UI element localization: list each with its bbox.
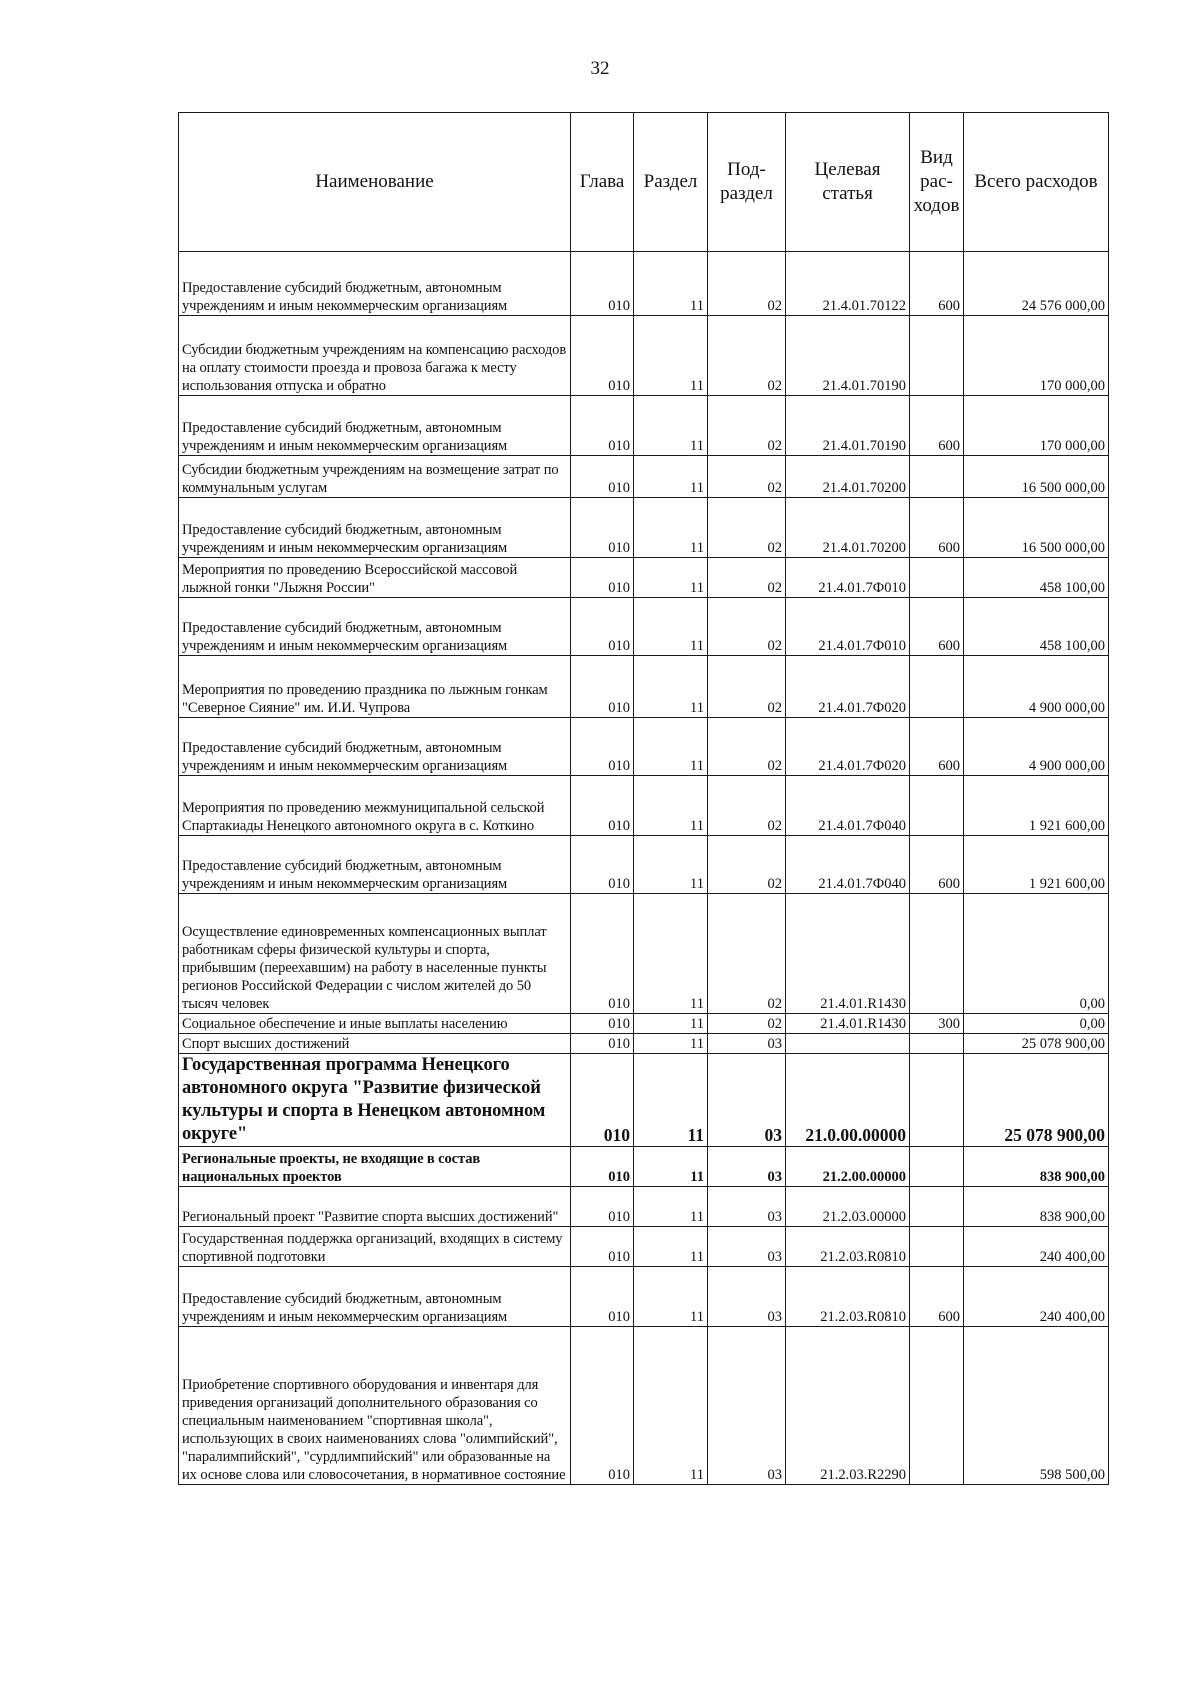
- row-razdel: 11: [634, 316, 708, 396]
- table-row: [179, 456, 1109, 498]
- row-podrazdel: 02: [708, 316, 786, 396]
- row-glava: 010: [571, 656, 634, 718]
- row-name: Региональный проект "Развитие спорта высших достижений": [179, 1187, 571, 1227]
- row-vid-raskhodov: [910, 894, 964, 1014]
- row-tselevaya-statya: 21.4.01.R1430: [786, 1014, 910, 1034]
- row-vid-raskhodov: [910, 656, 964, 718]
- row-glava: 010: [571, 836, 634, 894]
- row-name: Спорт высших достижений: [179, 1034, 571, 1054]
- row-vsego-raskhodov: 4 900 000,00: [964, 718, 1109, 776]
- row-podrazdel: 02: [708, 836, 786, 894]
- table-row: [179, 498, 1109, 558]
- row-razdel: 11: [634, 1227, 708, 1267]
- row-name: Предоставление субсидий бюджетным, автономным учреждениям и иным некоммерческим организациям: [179, 598, 571, 656]
- row-vid-raskhodov: [910, 1187, 964, 1227]
- row-name: Государственная поддержка организаций, входящих в систему спортивной подготовки: [179, 1227, 571, 1267]
- row-glava: 010: [571, 1014, 634, 1034]
- row-name: Субсидии бюджетным учреждениям на возмещение затрат по коммунальным услугам: [179, 456, 571, 498]
- budget-table: [178, 112, 1109, 1485]
- row-tselevaya-statya: 21.4.01.7Ф020: [786, 718, 910, 776]
- row-podrazdel: 02: [708, 894, 786, 1014]
- table-row: [179, 1014, 1109, 1034]
- row-razdel: 11: [634, 1267, 708, 1327]
- row-razdel: 11: [634, 456, 708, 498]
- table-row: [179, 252, 1109, 316]
- row-razdel: 11: [634, 718, 708, 776]
- row-glava: 010: [571, 558, 634, 598]
- row-vsego-raskhodov: 170 000,00: [964, 316, 1109, 396]
- row-podrazdel: 03: [708, 1147, 786, 1187]
- row-tselevaya-statya: 21.2.03.R2290: [786, 1327, 910, 1485]
- header-tselevaya-statya: Целевая статья: [786, 113, 910, 252]
- row-glava: 010: [571, 316, 634, 396]
- row-vid-raskhodov: 600: [910, 252, 964, 316]
- row-name: Предоставление субсидий бюджетным, автономным учреждениям и иным некоммерческим организациям: [179, 718, 571, 776]
- row-tselevaya-statya: 21.4.01.7Ф010: [786, 598, 910, 656]
- row-razdel: 11: [634, 598, 708, 656]
- row-glava: 010: [571, 1187, 634, 1227]
- row-glava: 010: [571, 1054, 634, 1147]
- header-name: Наименование: [179, 113, 571, 252]
- row-razdel: 11: [634, 1034, 708, 1054]
- row-podrazdel: 03: [708, 1054, 786, 1147]
- row-vid-raskhodov: 600: [910, 718, 964, 776]
- row-name: Предоставление субсидий бюджетным, автономным учреждениям и иным некоммерческим организациям: [179, 396, 571, 456]
- table-row: [179, 1034, 1109, 1054]
- row-vsego-raskhodov: 16 500 000,00: [964, 456, 1109, 498]
- row-razdel: 11: [634, 1014, 708, 1034]
- header-vsego-raskhodov: Всего расходов: [964, 113, 1109, 252]
- row-vid-raskhodov: [910, 1227, 964, 1267]
- row-vid-raskhodov: [910, 316, 964, 396]
- row-podrazdel: 02: [708, 776, 786, 836]
- row-vsego-raskhodov: 240 400,00: [964, 1227, 1109, 1267]
- table-row: [179, 598, 1109, 656]
- table-row: [179, 1227, 1109, 1267]
- row-podrazdel: 02: [708, 396, 786, 456]
- row-glava: 010: [571, 1034, 634, 1054]
- table-row: [179, 836, 1109, 894]
- row-tselevaya-statya: 21.4.01.7Ф010: [786, 558, 910, 598]
- row-name: Региональные проекты, не входящие в состав национальных проектов: [179, 1147, 571, 1187]
- row-name: Предоставление субсидий бюджетным, автономным учреждениям и иным некоммерческим организациям: [179, 1267, 571, 1327]
- row-razdel: 11: [634, 1054, 708, 1147]
- row-glava: 010: [571, 1327, 634, 1485]
- table-row: [179, 316, 1109, 396]
- table-row: [179, 1147, 1109, 1187]
- row-vid-raskhodov: [910, 776, 964, 836]
- row-vid-raskhodov: [910, 1147, 964, 1187]
- row-name: Предоставление субсидий бюджетным, автономным учреждениям и иным некоммерческим организациям: [179, 836, 571, 894]
- header-glava: Глава: [571, 113, 634, 252]
- row-razdel: 11: [634, 894, 708, 1014]
- header-vid-raskhodov: Вид рас- ходов: [910, 113, 964, 252]
- row-tselevaya-statya: 21.2.00.00000: [786, 1147, 910, 1187]
- row-podrazdel: 02: [708, 456, 786, 498]
- row-razdel: 11: [634, 1147, 708, 1187]
- table-row: [179, 776, 1109, 836]
- row-razdel: 11: [634, 836, 708, 894]
- row-razdel: 11: [634, 558, 708, 598]
- row-tselevaya-statya: 21.0.00.00000: [786, 1054, 910, 1147]
- row-vid-raskhodov: [910, 456, 964, 498]
- row-tselevaya-statya: 21.4.01.7Ф040: [786, 836, 910, 894]
- row-glava: 010: [571, 1267, 634, 1327]
- row-vsego-raskhodov: 458 100,00: [964, 558, 1109, 598]
- row-vid-raskhodov: [910, 1327, 964, 1485]
- row-podrazdel: 03: [708, 1267, 786, 1327]
- table-row: [179, 1327, 1109, 1485]
- row-vsego-raskhodov: 0,00: [964, 1014, 1109, 1034]
- row-podrazdel: 02: [708, 598, 786, 656]
- row-tselevaya-statya: 21.4.01.70190: [786, 396, 910, 456]
- table-row: [179, 1267, 1109, 1327]
- row-vid-raskhodov: 600: [910, 836, 964, 894]
- row-tselevaya-statya: 21.4.01.70190: [786, 316, 910, 396]
- header-razdel: Раздел: [634, 113, 708, 252]
- row-name: Осуществление единовременных компенсационных выплат работникам сферы физической культуры и спорта, прибывшим (переехавшим) на работу в населенные пункты регионов Российской Федерации с числом жителей до 50 тысяч человек: [179, 894, 571, 1014]
- row-glava: 010: [571, 598, 634, 656]
- row-vsego-raskhodov: 170 000,00: [964, 396, 1109, 456]
- row-podrazdel: 03: [708, 1034, 786, 1054]
- row-vid-raskhodov: 600: [910, 396, 964, 456]
- row-podrazdel: 03: [708, 1227, 786, 1267]
- row-tselevaya-statya: 21.4.01.70200: [786, 456, 910, 498]
- row-vsego-raskhodov: 24 576 000,00: [964, 252, 1109, 316]
- header-podrazdel: Под- раздел: [708, 113, 786, 252]
- row-glava: 010: [571, 776, 634, 836]
- page-number: 32: [590, 58, 610, 79]
- row-vsego-raskhodov: 838 900,00: [964, 1187, 1109, 1227]
- row-vid-raskhodov: 600: [910, 498, 964, 558]
- row-vsego-raskhodov: 1 921 600,00: [964, 776, 1109, 836]
- row-glava: 010: [571, 1147, 634, 1187]
- table-row: [179, 558, 1109, 598]
- table-row: [179, 894, 1109, 1014]
- row-glava: 010: [571, 718, 634, 776]
- row-razdel: 11: [634, 1187, 708, 1227]
- row-tselevaya-statya: 21.4.01.R1430: [786, 894, 910, 1014]
- row-vid-raskhodov: [910, 1034, 964, 1054]
- row-vsego-raskhodov: 1 921 600,00: [964, 836, 1109, 894]
- row-podrazdel: 02: [708, 558, 786, 598]
- row-tselevaya-statya: 21.4.01.70200: [786, 498, 910, 558]
- row-glava: 010: [571, 1227, 634, 1267]
- row-name: Социальное обеспечение и иные выплаты населению: [179, 1014, 571, 1034]
- row-podrazdel: 02: [708, 498, 786, 558]
- table-row: [179, 1054, 1109, 1147]
- row-vid-raskhodov: 600: [910, 598, 964, 656]
- row-vsego-raskhodov: 25 078 900,00: [964, 1034, 1109, 1054]
- row-glava: 010: [571, 498, 634, 558]
- row-podrazdel: 03: [708, 1187, 786, 1227]
- table-row: [179, 656, 1109, 718]
- row-glava: 010: [571, 252, 634, 316]
- table-header-row: [179, 113, 1109, 252]
- row-vid-raskhodov: 600: [910, 1267, 964, 1327]
- row-razdel: 11: [634, 776, 708, 836]
- row-podrazdel: 02: [708, 656, 786, 718]
- row-razdel: 11: [634, 252, 708, 316]
- row-podrazdel: 02: [708, 1014, 786, 1034]
- row-razdel: 11: [634, 396, 708, 456]
- row-tselevaya-statya: [786, 1034, 910, 1054]
- table-row: [179, 718, 1109, 776]
- row-name: Приобретение спортивного оборудования и инвентаря для приведения организаций дополнительного образования со специальным наименованием "спортивная школа", использующих в своих наименованиях слова "олимпийский", "паралимпийский", "сурдлимпийский" или образованные на их основе слова или словосочетания, в нормативное состояние: [179, 1327, 571, 1485]
- row-name: Мероприятия по проведению праздника по лыжным гонкам "Северное Сияние" им. И.И. Чупрова: [179, 656, 571, 718]
- row-name: Мероприятия по проведению Всероссийской массовой лыжной гонки "Лыжня России": [179, 558, 571, 598]
- row-vid-raskhodov: [910, 558, 964, 598]
- row-name: Субсидии бюджетным учреждениям на компенсацию расходов на оплату стоимости проезда и провоза багажа к месту использования отпуска и обратно: [179, 316, 571, 396]
- row-tselevaya-statya: 21.4.01.7Ф020: [786, 656, 910, 718]
- row-vid-raskhodov: 300: [910, 1014, 964, 1034]
- row-vsego-raskhodov: 0,00: [964, 894, 1109, 1014]
- row-vsego-raskhodov: 16 500 000,00: [964, 498, 1109, 558]
- row-vsego-raskhodov: 598 500,00: [964, 1327, 1109, 1485]
- row-tselevaya-statya: 21.4.01.70122: [786, 252, 910, 316]
- row-tselevaya-statya: 21.2.03.R0810: [786, 1267, 910, 1327]
- row-vsego-raskhodov: 838 900,00: [964, 1147, 1109, 1187]
- row-tselevaya-statya: 21.2.03.R0810: [786, 1227, 910, 1267]
- row-tselevaya-statya: 21.4.01.7Ф040: [786, 776, 910, 836]
- row-vsego-raskhodov: 240 400,00: [964, 1267, 1109, 1327]
- row-vid-raskhodov: [910, 1054, 964, 1147]
- row-podrazdel: 02: [708, 252, 786, 316]
- row-vsego-raskhodov: 458 100,00: [964, 598, 1109, 656]
- row-razdel: 11: [634, 498, 708, 558]
- row-vsego-raskhodov: 25 078 900,00: [964, 1054, 1109, 1147]
- row-name: Предоставление субсидий бюджетным, автономным учреждениям и иным некоммерческим организациям: [179, 252, 571, 316]
- row-vsego-raskhodov: 4 900 000,00: [964, 656, 1109, 718]
- row-name: Мероприятия по проведению межмуниципальной сельской Спартакиады Ненецкого автономного округа в с. Коткино: [179, 776, 571, 836]
- table-row: [179, 1187, 1109, 1227]
- row-tselevaya-statya: 21.2.03.00000: [786, 1187, 910, 1227]
- row-razdel: 11: [634, 1327, 708, 1485]
- row-razdel: 11: [634, 656, 708, 718]
- row-glava: 010: [571, 894, 634, 1014]
- row-podrazdel: 03: [708, 1327, 786, 1485]
- row-podrazdel: 02: [708, 718, 786, 776]
- row-glava: 010: [571, 396, 634, 456]
- row-name: Предоставление субсидий бюджетным, автономным учреждениям и иным некоммерческим организациям: [179, 498, 571, 558]
- row-glava: 010: [571, 456, 634, 498]
- table-row: [179, 396, 1109, 456]
- row-name: Государственная программа Ненецкого автономного округа "Развитие физической культуры и спорта в Ненецком автономном округе": [179, 1054, 571, 1147]
